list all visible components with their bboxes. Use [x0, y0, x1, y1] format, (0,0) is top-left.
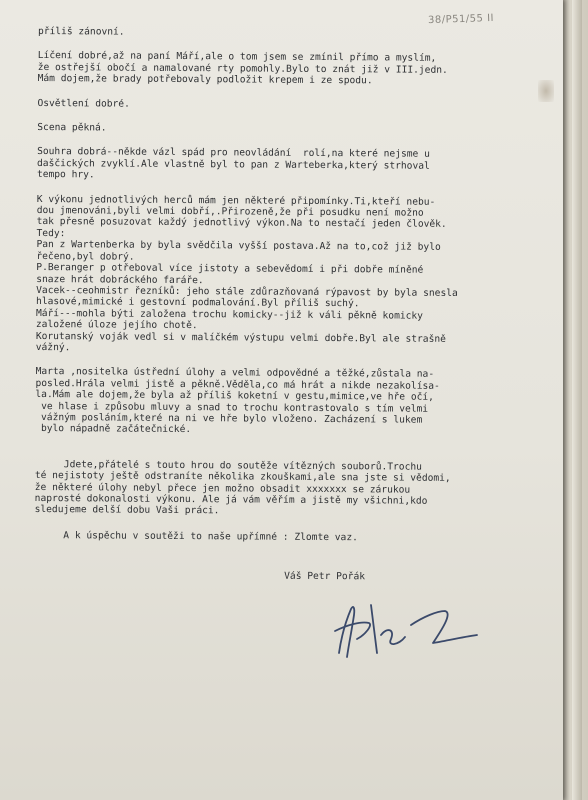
letter-body	[34, 26, 553, 584]
reference-mark: 38/P51/55 II	[427, 12, 495, 27]
text-line: Jdete,přátelé s touto hrou do soutěže vítězných souborů.Trochu	[34, 458, 422, 473]
text-line: Osvětlení dobré.	[37, 97, 130, 110]
text-line: K výkonu jednotlivých herců mám jen některé připomínky.Ti,kteří nebu-	[36, 193, 436, 208]
text-line: Korutanský voják vedl si v malíčkém výstupu velmi dobře.Byl ale strašně	[35, 330, 446, 345]
text-line: že některé úlohy nebyl přece jen možno obsadit xxxxxxx se zárukou	[34, 481, 411, 496]
text-line: snaze hrát dobráckého faráře.	[36, 273, 204, 286]
text-line: Máří---mohla býti založena trochu komicky--již k váli pěkně komicky	[35, 307, 424, 322]
text-line: sledujeme delší dobu Vaši práci.	[34, 504, 220, 517]
text-line: ve hlase i způsobu mluvy a snad to trochu kontrastovalo s tím velmi	[35, 400, 429, 415]
paragraph-actors	[36, 194, 552, 357]
handwritten-signature	[325, 595, 495, 665]
text-line: že ostřejší obočí a namalované rty pomohly.Bylo to znát již v III.jedn.	[37, 61, 448, 76]
text-line: vážným posláním,které na ni ve hře bylo vloženo. Zacházení s lukem	[35, 411, 423, 426]
text-line: P.Beranger p otřeboval více jistoty a sebevědomí i při dobře míněné	[36, 262, 424, 276]
text-line: naprosté dokonalosti výkonu. Ale já vám věřím a jistě my všichni,kdo	[34, 492, 428, 507]
paragraph-competition	[35, 459, 550, 520]
text-line: příliš zánovní.	[37, 26, 125, 38]
paragraph-makeup	[38, 50, 553, 88]
text-line: Scena pěkná.	[37, 122, 107, 134]
paragraph-marta	[35, 366, 550, 438]
signer-name: Váš Petr Pořák	[284, 570, 366, 583]
text-line: hlasové,mimické i gestovní podmalování.Byl příliš suchý.	[36, 296, 360, 310]
text-line: Pan z Wartenberka by byla svědčila vyšší postava.Až na to,což již bylo	[36, 239, 441, 254]
signature-typed	[34, 569, 549, 584]
paragraph-ensemble	[37, 146, 552, 184]
text-line: la.Mám ale dojem,že byla až příliš koketní v gestu,mimice,ve hře očí,	[35, 389, 435, 403]
text-line: posled.Hrála velmi jistě a pěkně.Věděla,co má hrát a nikde nezakolísa-	[35, 377, 440, 392]
paragraph-closing	[34, 530, 549, 545]
text-line: Souhra dobrá--někde vázl spád pro neovládání rolí,na které nejsme u	[37, 146, 430, 161]
text-line: Marta ,nositelka ústřední úlohy a velmi odpovědné a těžké,zůstala na-	[35, 366, 435, 381]
text-line: řečeno,byl dobrý.	[36, 250, 135, 263]
text-line: té nejistoty ještě odstraníte několika zkouškami,ale sna jste si vědomi,	[34, 470, 451, 485]
text-line: daščických zvyklí.Ale vlastně byl to pan z Warteberka,který strhoval	[37, 157, 430, 172]
text-line: Mám dojem,že brady potřebovaly podložit krepem i ze spodu.	[37, 73, 373, 87]
text-line: vážný.	[35, 341, 71, 354]
text-line: Vacek--ceohmistr řezníků: jeho stále zdůrazňovaná rýpavost by byla snesla	[36, 284, 458, 299]
text-line: Líčení dobré,až na paní Máří,ale o tom jsem se zmínil přímo a myslím,	[37, 50, 437, 65]
text-line: dou jmenováni,byli velmi dobří,.Přirozeně,že při posudku není možno	[36, 205, 424, 219]
backing-edge	[572, 0, 582, 800]
text-line: tak přesně posuzovat každý jednotlivý výkon.Na to nestačí jeden člověk.	[36, 216, 447, 231]
text-line: založené úloze jejího chotě.	[35, 319, 198, 332]
text-line: tempo hry.	[36, 169, 95, 181]
text-line: A k úspěchu v soutěži to naše upřímné : Zlomte vaz.	[34, 529, 358, 544]
text-line: bylo nápadně začátečnické.	[35, 423, 192, 436]
text-line: Tedy:	[36, 227, 66, 240]
